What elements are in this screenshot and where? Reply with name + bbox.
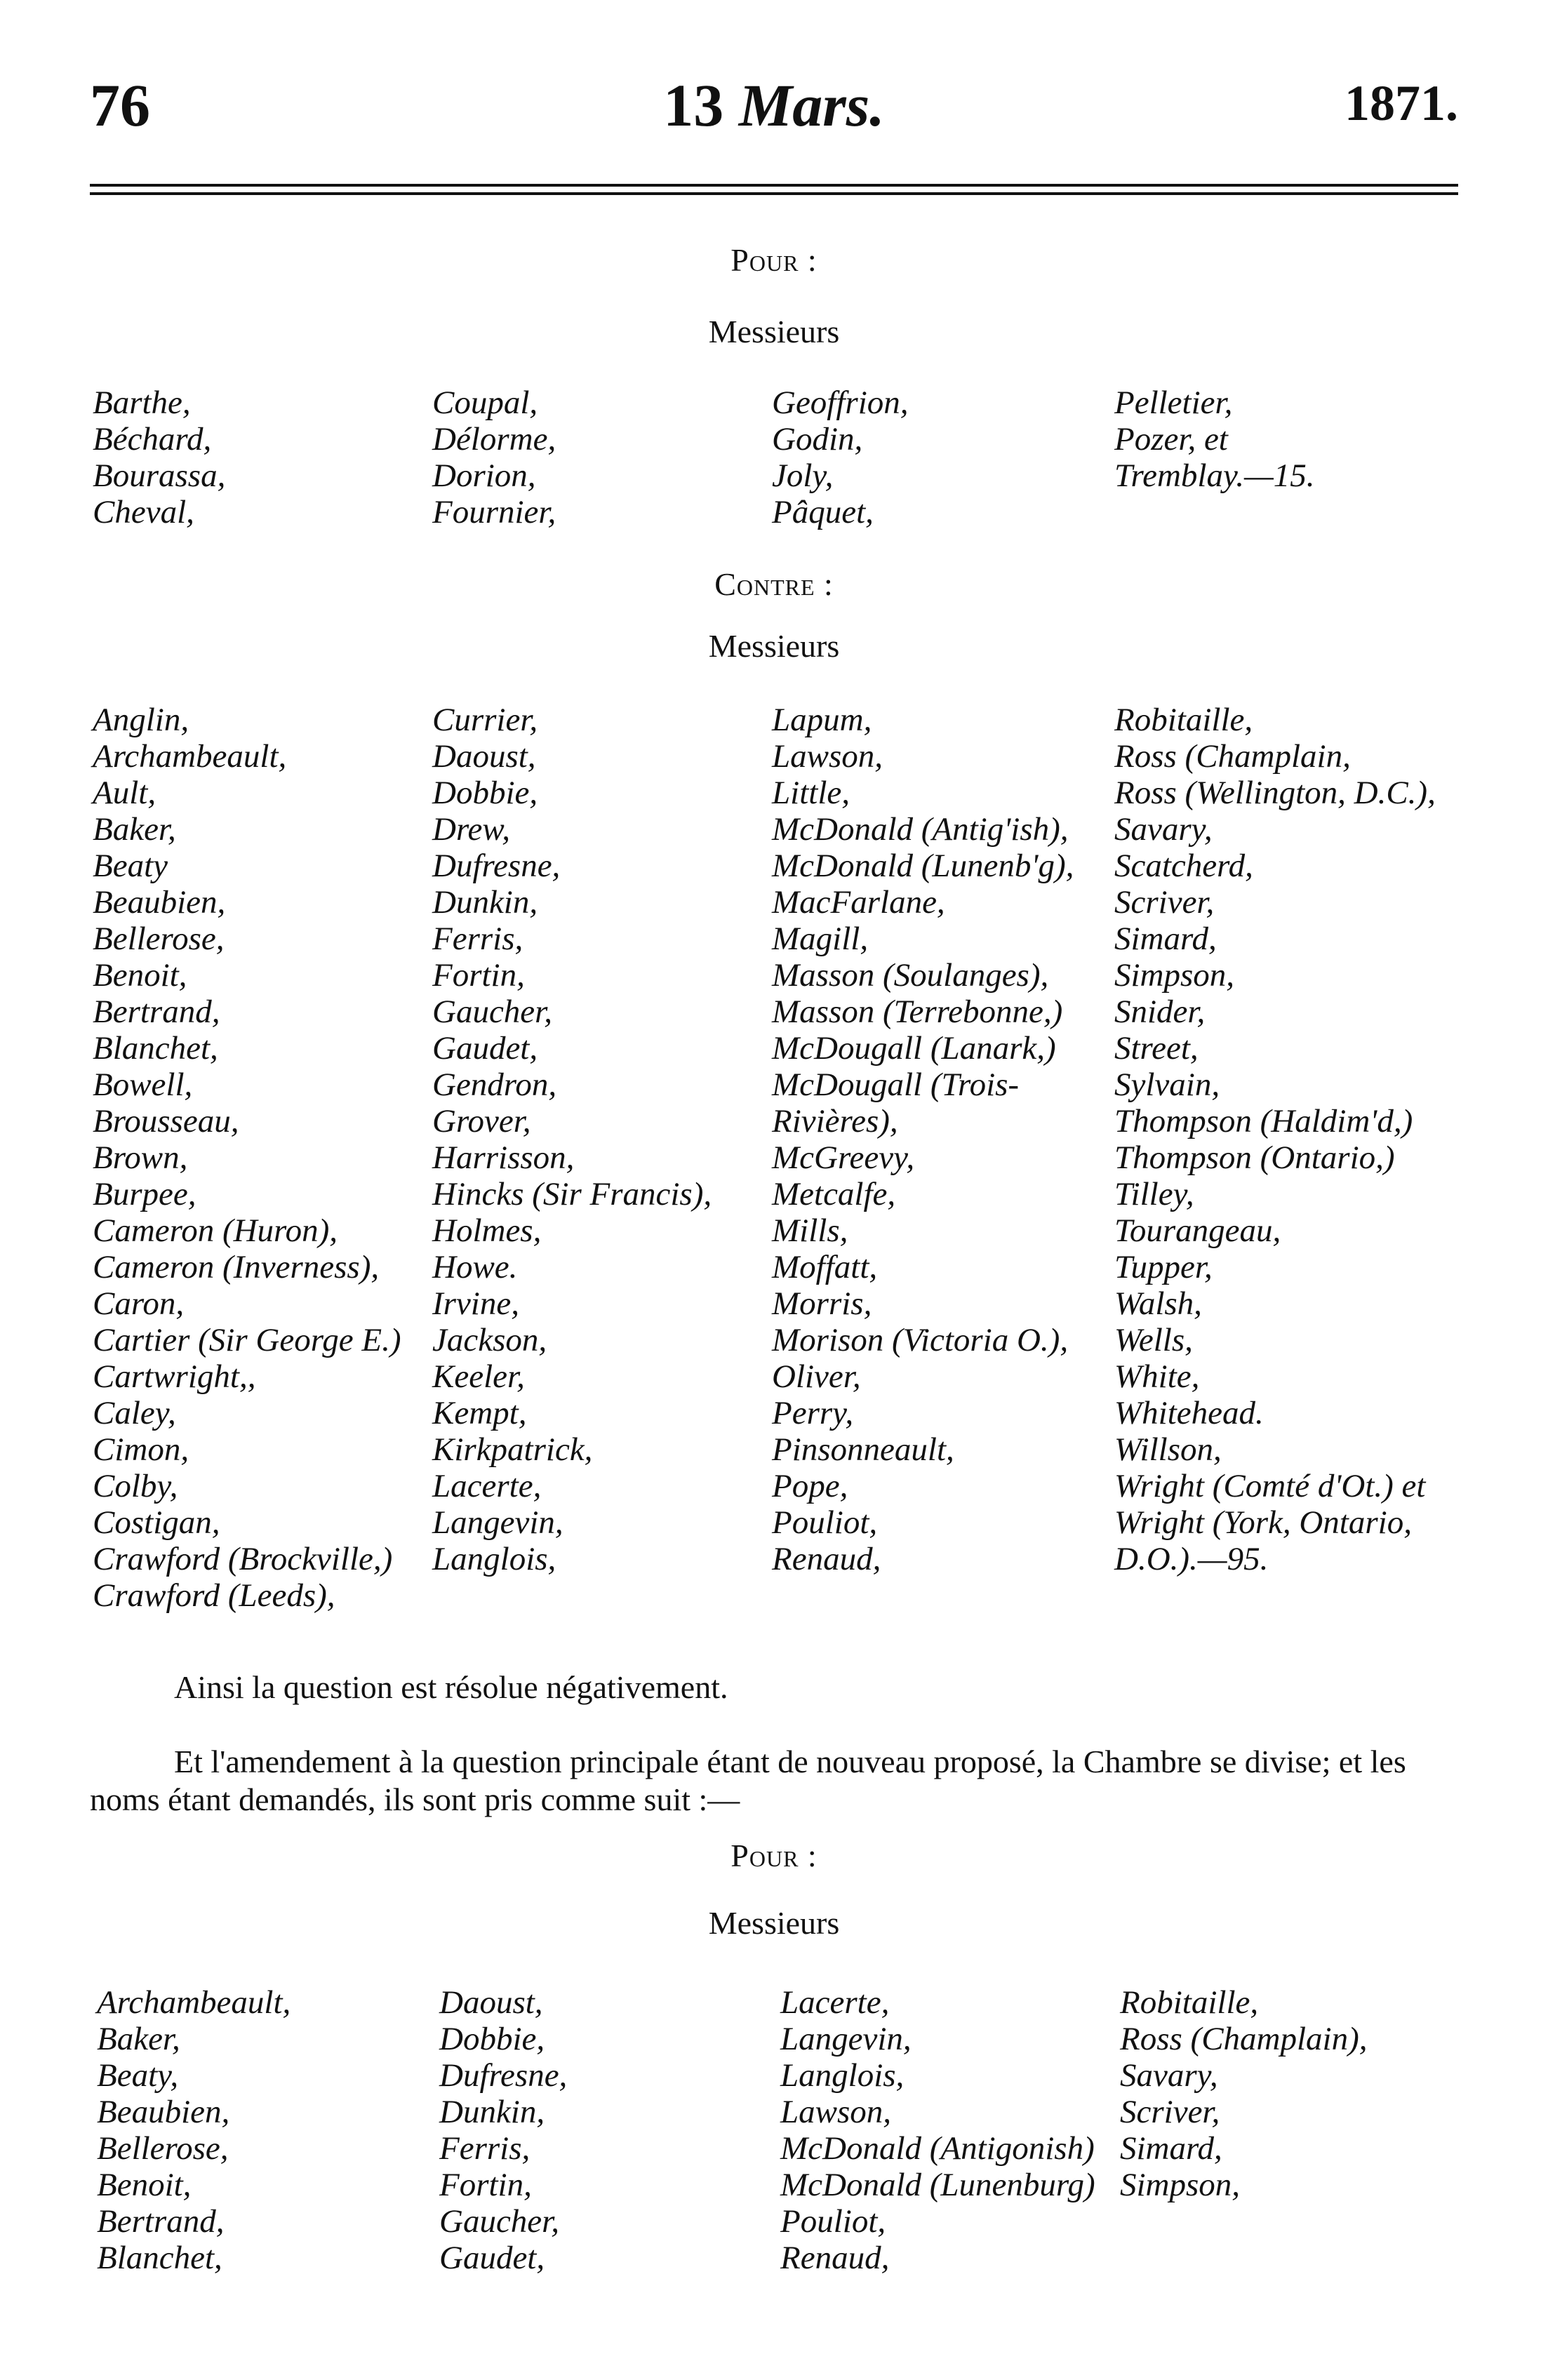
member-name: Pope,	[772, 1468, 848, 1504]
member-name: Drew,	[432, 811, 510, 848]
member-name: Beaty,	[97, 2057, 179, 2094]
member-name: White,	[1114, 1358, 1200, 1395]
vote1-against-col2	[432, 702, 712, 1577]
vote1-against-heading: Contre :	[714, 566, 834, 602]
member-name: Scriver,	[1120, 2094, 1220, 2130]
member-name: Morison (Victoria O.),	[772, 1322, 1069, 1358]
page-number: 76	[90, 72, 150, 139]
member-name: Wells,	[1114, 1322, 1193, 1358]
vote2-for-heading: Pour :	[730, 1838, 818, 1873]
member-name: Savary,	[1114, 811, 1213, 848]
member-name: D.O.).—95.	[1114, 1541, 1269, 1577]
member-name: Dobbie,	[439, 2021, 545, 2057]
member-name: Oliver,	[772, 1358, 861, 1395]
member-name: Bellerose,	[97, 2130, 229, 2167]
member-name: Brousseau,	[93, 1103, 239, 1139]
member-name: Gaudet,	[439, 2240, 545, 2276]
running-title	[90, 70, 1458, 140]
member-name: Gaudet,	[432, 1030, 538, 1067]
member-name: Cheval,	[93, 494, 194, 530]
member-name: Robitaille,	[1114, 702, 1253, 738]
member-name: Beaubien,	[93, 884, 226, 921]
vote2-for-col1	[97, 1984, 291, 2276]
header-rule	[90, 184, 1458, 187]
member-name: Gaucher,	[439, 2203, 559, 2240]
member-name: Tupper,	[1114, 1249, 1213, 1285]
member-name: Cimon,	[93, 1431, 189, 1468]
member-name: Street,	[1114, 1030, 1199, 1067]
member-name: Cartier (Sir George E.)	[93, 1322, 401, 1358]
member-name: Dunkin,	[439, 2094, 545, 2130]
member-name: Benoit,	[97, 2167, 192, 2203]
member-name: Ault,	[93, 775, 156, 811]
member-name: Sylvain,	[1114, 1067, 1220, 1103]
member-name: Colby,	[93, 1468, 178, 1504]
member-name: Metcalfe,	[772, 1176, 896, 1212]
member-name: Fortin,	[432, 957, 525, 994]
member-name: Ross (Champlain,	[1114, 738, 1351, 775]
member-name: Kirkpatrick,	[432, 1431, 593, 1468]
member-name: Ross (Champlain),	[1120, 2021, 1368, 2057]
member-name: Scriver,	[1114, 884, 1215, 921]
member-name: Pozer, et	[1114, 421, 1228, 457]
member-name: Dobbie,	[432, 775, 538, 811]
member-name: Whitehead.	[1114, 1395, 1264, 1431]
member-name: Beaty	[93, 848, 168, 884]
member-name: Bertrand,	[93, 994, 220, 1030]
member-name: Pâquet,	[772, 494, 874, 530]
member-name: Pelletier,	[1114, 385, 1233, 421]
member-name: Simard,	[1114, 921, 1217, 957]
vote1-for-col1	[93, 385, 225, 530]
member-name: Cartwright,,	[93, 1358, 256, 1395]
member-name: Cameron (Huron),	[93, 1212, 338, 1249]
vote1-against-sub: Messieurs	[708, 628, 840, 664]
resolution-text: Ainsi la question est résolue négativement.	[174, 1669, 728, 1705]
member-name: Howe.	[432, 1249, 518, 1285]
member-name: Baker,	[93, 811, 176, 848]
member-name: Savary,	[1120, 2057, 1218, 2094]
member-name: Robitaille,	[1120, 1984, 1259, 2021]
member-name: Scatcherd,	[1114, 848, 1253, 884]
member-name: Masson (Soulanges),	[772, 957, 1049, 994]
member-name: Walsh,	[1114, 1285, 1202, 1322]
member-name: Délorme,	[432, 421, 556, 457]
header-rule-second	[90, 192, 1458, 195]
vote1-for-heading: Pour :	[730, 242, 818, 278]
member-name: Pinsonneault,	[772, 1431, 954, 1468]
member-name: Masson (Terrebonne,)	[772, 994, 1063, 1030]
vote1-for-col2	[432, 385, 556, 530]
member-name: Tourangeau,	[1114, 1212, 1281, 1249]
member-name: Cameron (Inverness),	[93, 1249, 380, 1285]
member-name: McDougall (Lanark,)	[772, 1030, 1056, 1067]
member-name: Lacerte,	[780, 1984, 890, 2021]
vote1-against-col3	[772, 702, 1074, 1577]
amendment-text: Et l'amendement à la question principale étant de nouveau proposé, la Chambre se divise; et les noms étant demandés, ils sont pris comme suit :—	[90, 1744, 1406, 1817]
member-name: Tilley,	[1114, 1176, 1194, 1212]
member-name: Pouliot,	[780, 2203, 886, 2240]
member-name: Bourassa,	[93, 457, 226, 494]
member-name: Geoffrion,	[772, 385, 909, 421]
member-name: Jackson,	[432, 1322, 547, 1358]
member-name: Blanchet,	[93, 1030, 218, 1067]
running-month: Mars.	[738, 72, 885, 139]
member-name: Burpee,	[93, 1176, 196, 1212]
member-name: Thompson (Haldim'd,)	[1114, 1103, 1413, 1139]
member-name: Little,	[772, 775, 850, 811]
member-name: Perry,	[772, 1395, 854, 1431]
member-name: Grover,	[432, 1103, 531, 1139]
member-name: Renaud,	[772, 1541, 881, 1577]
member-name: Daoust,	[432, 738, 536, 775]
member-name: Archambeault,	[97, 1984, 291, 2021]
member-name: Renaud,	[780, 2240, 890, 2276]
member-name: Dufresne,	[439, 2057, 568, 2094]
member-name: Mills,	[772, 1212, 848, 1249]
member-name: Kempt,	[432, 1395, 527, 1431]
member-name: Beaubien,	[97, 2094, 230, 2130]
member-name: Dunkin,	[432, 884, 538, 921]
member-name: Archambeault,	[93, 738, 287, 775]
member-name: Gendron,	[432, 1067, 557, 1103]
member-name: Thompson (Ontario,)	[1114, 1139, 1395, 1176]
member-name: Wright (Comté d'Ot.) et	[1114, 1468, 1426, 1504]
member-name: Holmes,	[432, 1212, 542, 1249]
member-name: Magill,	[772, 921, 869, 957]
member-name: McGreevy,	[772, 1139, 915, 1176]
member-name: Lawson,	[780, 2094, 892, 2130]
vote1-for-col4	[1114, 385, 1315, 494]
member-name: Benoit,	[93, 957, 187, 994]
member-name: Willson,	[1114, 1431, 1222, 1468]
vote1-against-col1	[93, 702, 401, 1614]
member-name: Dorion,	[432, 457, 536, 494]
member-name: Caley,	[93, 1395, 176, 1431]
vote2-for-col4	[1120, 1984, 1368, 2203]
vote2-for-col2	[439, 1984, 567, 2276]
member-name: Anglin,	[93, 702, 189, 738]
member-name: Béchard,	[93, 421, 212, 457]
member-name: Lacerte,	[432, 1468, 542, 1504]
member-name: Keeler,	[432, 1358, 525, 1395]
member-name: Harrisson,	[432, 1139, 575, 1176]
member-name: Simpson,	[1114, 957, 1235, 994]
member-name: Bowell,	[93, 1067, 193, 1103]
member-name: Wright (York, Ontario,	[1114, 1504, 1412, 1541]
page-year: 1871.	[1345, 75, 1458, 131]
member-name: Crawford (Brockville,)	[93, 1541, 393, 1577]
member-name: Gaucher,	[432, 994, 552, 1030]
member-name: Morris,	[772, 1285, 872, 1322]
member-name: Godin,	[772, 421, 863, 457]
member-name: Ferris,	[439, 2130, 531, 2167]
member-name: Brown,	[93, 1139, 188, 1176]
member-name: Barthe,	[93, 385, 191, 421]
vote2-for-col3	[780, 1984, 1095, 2276]
member-name: Crawford (Leeds),	[93, 1577, 335, 1614]
vote1-for-sub: Messieurs	[708, 314, 840, 349]
member-name: Fournier,	[432, 494, 556, 530]
member-name: McDonald (Lunenburg)	[780, 2167, 1095, 2203]
member-name: Coupal,	[432, 385, 538, 421]
vote1-against-col4	[1114, 702, 1436, 1577]
member-name: McDonald (Antig'ish),	[772, 811, 1069, 848]
member-name: Rivières),	[772, 1103, 898, 1139]
member-name: Irvine,	[432, 1285, 519, 1322]
member-name: McDougall (Trois-	[772, 1067, 1020, 1103]
member-name: Currier,	[432, 702, 538, 738]
member-name: Langlois,	[432, 1541, 556, 1577]
member-name: McDonald (Lunenb'g),	[772, 848, 1074, 884]
member-name: MacFarlane,	[772, 884, 945, 921]
member-name: Baker,	[97, 2021, 180, 2057]
member-name: Daoust,	[439, 1984, 543, 2021]
member-name: Snider,	[1114, 994, 1206, 1030]
member-name: Simpson,	[1120, 2167, 1241, 2203]
member-name: Lawson,	[772, 738, 883, 775]
member-name: Bertrand,	[97, 2203, 225, 2240]
member-name: Caron,	[93, 1285, 185, 1322]
vote2-for-sub: Messieurs	[708, 1905, 840, 1941]
member-name: Langlois,	[780, 2057, 905, 2094]
member-name: Langevin,	[432, 1504, 563, 1541]
page-header	[90, 70, 1458, 147]
member-name: Costigan,	[93, 1504, 220, 1541]
member-name: Tremblay.—15.	[1114, 457, 1315, 494]
member-name: Blanchet,	[97, 2240, 222, 2276]
member-name: Pouliot,	[772, 1504, 878, 1541]
member-name: McDonald (Antigonish)	[780, 2130, 1095, 2167]
member-name: Fortin,	[439, 2167, 532, 2203]
vote1-for-col3	[772, 385, 909, 530]
member-name: Ferris,	[432, 921, 523, 957]
member-name: Simard,	[1120, 2130, 1222, 2167]
member-name: Ross (Wellington, D.C.),	[1114, 775, 1436, 811]
member-name: Lapum,	[772, 702, 872, 738]
running-day: 13	[663, 72, 724, 139]
member-name: Hincks (Sir Francis),	[432, 1176, 712, 1212]
member-name: Moffatt,	[772, 1249, 878, 1285]
member-name: Bellerose,	[93, 921, 225, 957]
member-name: Langevin,	[780, 2021, 912, 2057]
member-name: Joly,	[772, 457, 834, 494]
member-name: Dufresne,	[432, 848, 561, 884]
